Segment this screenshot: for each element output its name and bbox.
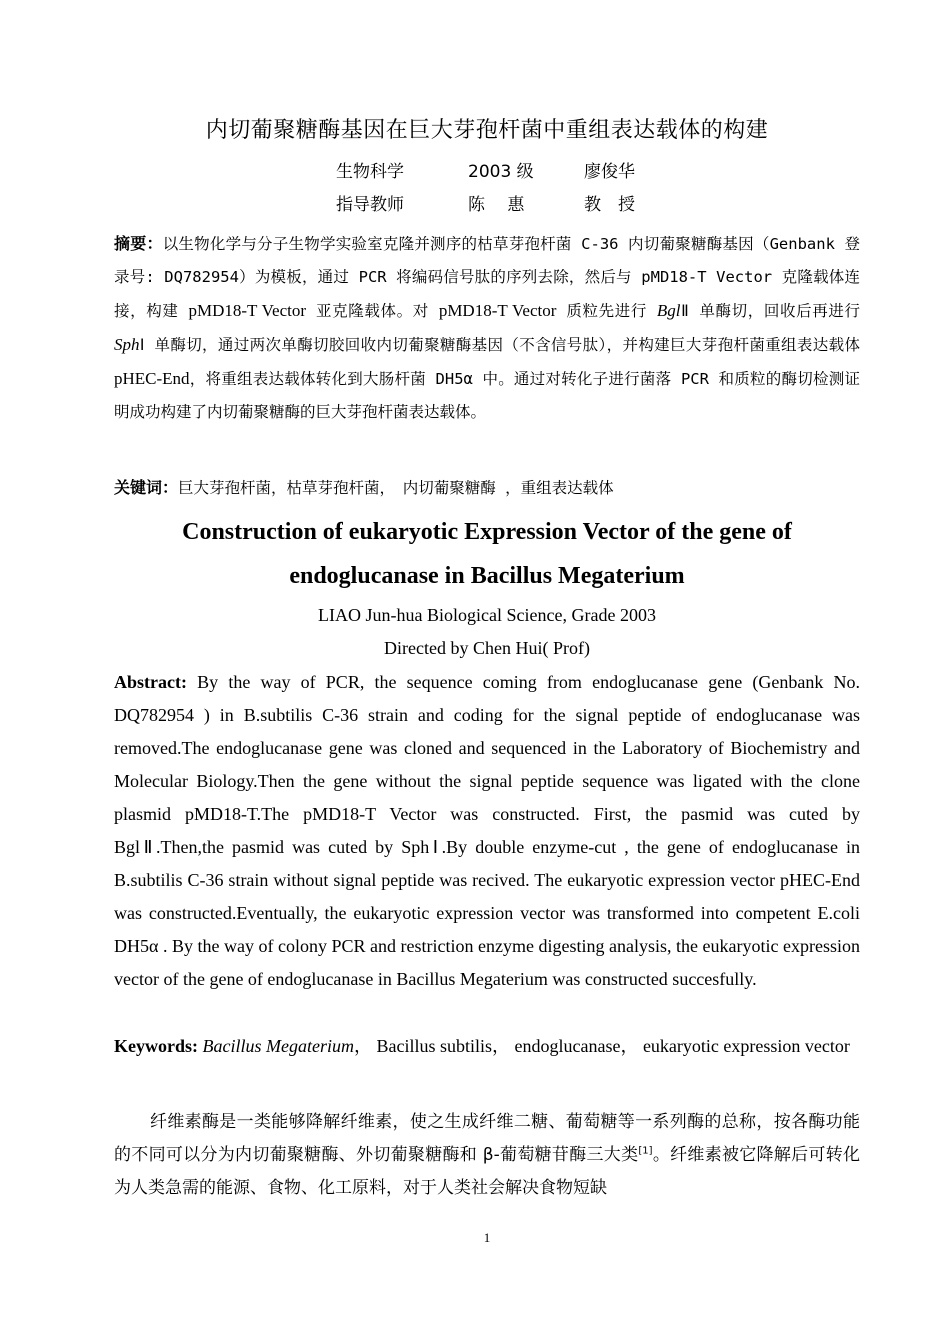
chinese-keywords-label: 关键词：: [114, 478, 179, 497]
english-keywords-label: Keywords:: [114, 1036, 198, 1056]
english-abstract: Abstract: By the way of PCR, the sequence coming from endoglucanase gene (Genbank No. DQ782954 ) in B.subtilis C-36 strain and coding for the signal peptide of endoglucanase was removed.The endoglucanase gene was cloned and sequenced in the Laboratory of Biochemistry and Molecular Biology.Then the gene without the signal peptide sequence was ligated with the clone plasmid pMD18-T.The pMD18-T Vector was constructed. First, the pasmid was cuted by BglⅡ.Then,the pasmid was cuted by SphⅠ.By double enzyme-cut , the gene of endoglucanase in B.subtilis C-36 strain without signal peptide was recived. The eukaryotic expression vector pHEC-End was constructed.Eventually, the eukaryotic expression vector was transformed into competent E.coli DH5α . By the way of colony PCR and restriction enzyme digesting analysis, the eukaryotic expression vector of the gene of endoglucanase in Bacillus Megaterium was constructed succesfully.: [114, 672, 860, 989]
english-title-line-2: endoglucanase in Bacillus Megaterium: [289, 563, 685, 589]
page-number: 1: [483, 1230, 491, 1245]
chinese-abstract-label: 摘要：: [114, 234, 163, 253]
english-author: LIAO Jun-hua Biological Science, Grade 2003: [318, 605, 656, 625]
chinese-keywords: 关键词：巨大芽孢杆菌，枯草芽孢杆菌， 内切葡聚糖酶 ，重组表达载体: [114, 478, 614, 497]
english-title-line-1: Construction of eukaryotic Expression Vector of the gene of: [182, 519, 792, 545]
advisor-title: 教 授: [584, 195, 635, 215]
author-major: 生物科学: [336, 162, 404, 182]
english-abstract-label: Abstract:: [114, 672, 187, 692]
introduction-paragraph: 纤维素酶是一类能够降解纤维素，使之生成纤维二糖、葡萄糖等一系列酶的总称，按各酶功能的不同可以分为内切葡聚糖酶、外切葡聚糖酶和 β-葡萄糖苷酶三大类[1]。纤维素被它降解后可转化为人类急需的能源、食物、化工原料，对于人类社会解决食物短缺: [114, 1112, 861, 1198]
author-name: 廖俊华: [584, 162, 635, 182]
chinese-abstract: 摘要：以生物化学与分子生物学实验室克隆并测序的枯草芽孢杆菌 C-36 内切葡聚糖酶基因（Genbank 登录号: DQ782954）为模板，通过 PCR 将编码信号肽的序列去除，然后与 pMD18-T Vector 克隆载体连接，构建 pMD18-T Vector 亚克隆载体。对 pMD18-T Vector 质粒先进行 BglⅡ 单酶切，回收后再进行 SphⅠ 单酶切，通过两次单酶切胶回收内切葡聚糖酶基因（不含信号肽），并构建巨大芽孢杆菌重组表达载体 pHEC-End，将重组表达载体转化到大肠杆菌 DH5α 中。通过对转化子进行菌落 PCR 和质粒的酶切检测证明成功构建了内切葡聚糖酶的巨大芽孢杆菌表达载体。: [114, 234, 860, 421]
citation-ref: [1]: [638, 1145, 653, 1157]
english-keywords: Keywords: Bacillus Megaterium， Bacillus subtilis， endoglucanase， eukaryotic expression vector: [114, 1036, 850, 1056]
author-grade: 2003 级: [468, 162, 534, 182]
chinese-title: 内切葡聚糖酶基因在巨大芽孢杆菌中重组表达载体的构建: [205, 118, 769, 143]
english-director: Directed by Chen Hui( Prof): [384, 638, 590, 658]
advisor-name: 陈 惠: [468, 195, 525, 215]
advisor-label: 指导教师: [336, 195, 404, 215]
